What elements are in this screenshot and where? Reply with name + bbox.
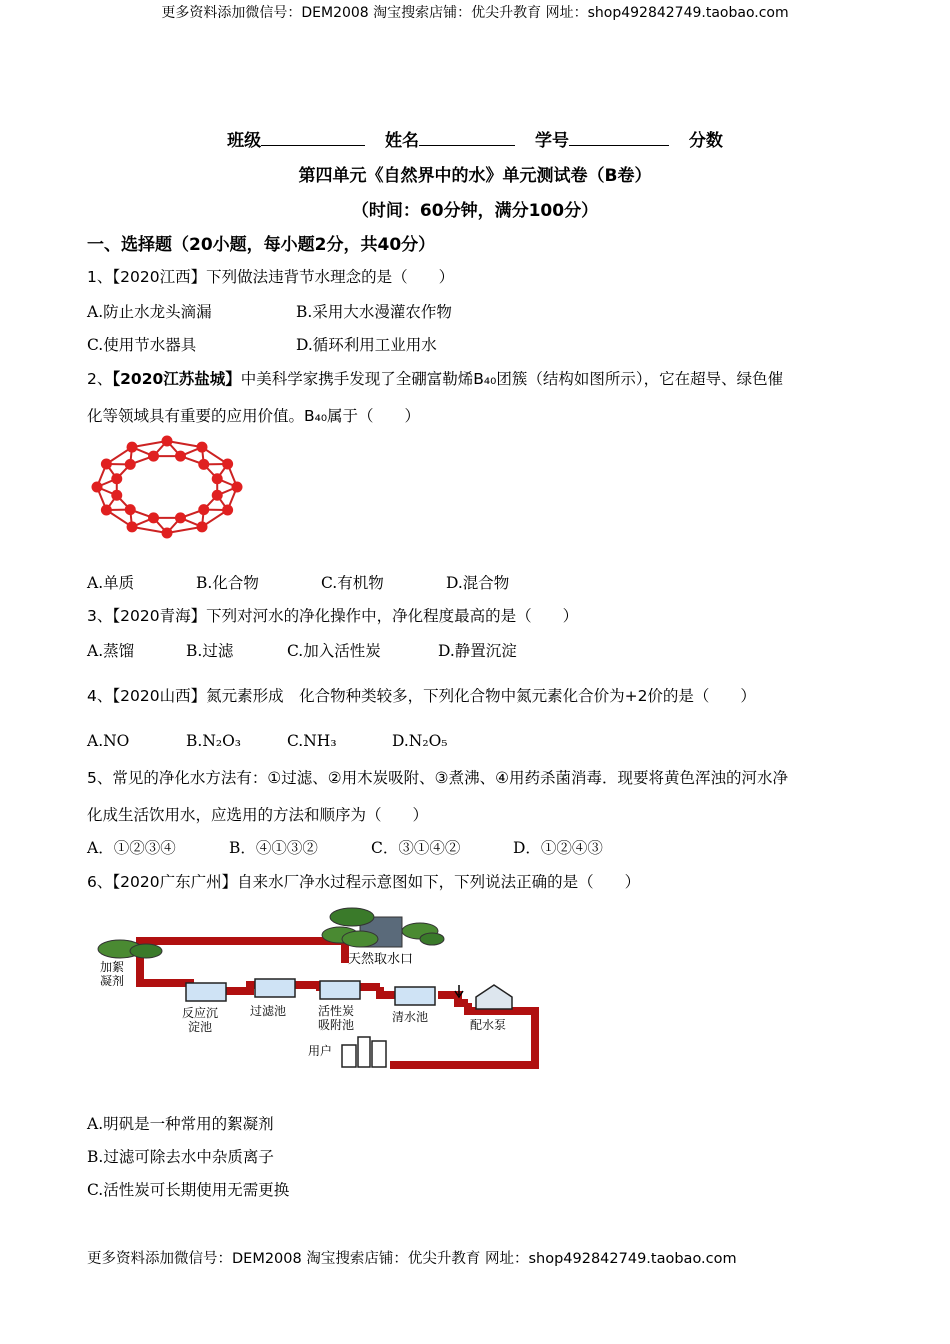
- option-d: D．①②④③: [513, 839, 603, 857]
- clear-tank-icon: [395, 987, 435, 1005]
- name-label: 姓名: [385, 131, 420, 151]
- boron-atom: [92, 482, 103, 493]
- option-b: B.过滤可除去水中杂质离子: [87, 1148, 274, 1166]
- clear-tank-label: 清水池: [392, 1010, 429, 1024]
- question-5-stem-cont: 化成生活饮用水，应选用的方法和顺序为（ ）: [87, 806, 429, 824]
- option-a: A.蒸馏: [87, 642, 135, 660]
- boron-atom: [175, 451, 186, 462]
- id-blank: [569, 129, 669, 146]
- exam-subtitle: （时间：60分钟，满分100分）: [351, 201, 599, 221]
- option-c: C.加入活性炭: [287, 642, 381, 660]
- boron-atom: [125, 459, 136, 470]
- question-text: 氮元素形成 化合物种类较多，下列化合物中氮元素化合价为+2价的是（ ）: [206, 687, 756, 705]
- question-6-stem: [87, 870, 640, 892]
- page-header: 更多资料添加微信号：DEM2008 淘宝搜索店铺：优尖升教育 网址：shop492842749.taobao.com: [161, 5, 789, 21]
- option-b: B.采用大水漫灌农作物: [296, 303, 452, 321]
- question-number: 1、: [87, 268, 113, 286]
- flocculant-label-2: 凝剂: [100, 974, 125, 988]
- question-number: 2、: [87, 370, 113, 388]
- boron-atom: [232, 482, 243, 493]
- boron-atom: [198, 459, 209, 470]
- exam-title: 第四单元《自然界中的水》单元测试卷（B卷）: [298, 166, 652, 186]
- class-label: 班级: [227, 131, 262, 151]
- section-heading: 一、选择题（20小题，每小题2分，共40分）: [87, 235, 436, 255]
- question-5-stem: [87, 766, 788, 788]
- question-text: 自来水厂净水过程示意图如下，下列说法正确的是（ ）: [237, 873, 641, 891]
- filter-tank-label: 过滤池: [250, 1004, 287, 1018]
- question-number: 6、: [87, 873, 113, 891]
- boron-atom: [175, 512, 186, 523]
- b40-cluster-figure: [90, 434, 245, 540]
- tree-icon: [342, 931, 378, 947]
- question-source-tag: 【2020江西】: [112, 268, 207, 286]
- boron-atom: [148, 451, 159, 462]
- filter-tank-icon: [255, 979, 295, 997]
- option-d: D.循环利用工业用水: [296, 336, 437, 354]
- boron-atom: [111, 490, 122, 501]
- carbon-tank-label-2: 吸附池: [318, 1018, 355, 1032]
- pump-house-icon: [476, 985, 512, 1009]
- option-c: C．③①④②: [371, 839, 461, 857]
- tree-icon: [130, 944, 162, 958]
- option-a: A.单质: [87, 574, 135, 592]
- building-icon: [342, 1045, 356, 1067]
- tree-icon: [420, 933, 444, 945]
- building-icon: [372, 1041, 386, 1067]
- boron-atom: [125, 504, 136, 515]
- intake-label: 天然取水口: [348, 952, 414, 967]
- boron-atom: [111, 473, 122, 484]
- question-text: 中美科学家携手发现了全硼富勒烯B₄₀团簇（结构如图所示），它在超导、绿色催: [240, 370, 784, 388]
- reaction-tank-label-2: 淀池: [188, 1020, 213, 1034]
- question-4-stem: [87, 684, 756, 706]
- boron-atom: [127, 521, 138, 532]
- flocculant-label: 加絮: [100, 960, 125, 974]
- boron-atom: [101, 459, 112, 470]
- boron-atom: [222, 505, 233, 516]
- boron-atom: [197, 442, 208, 453]
- option-b: B.过滤: [186, 642, 234, 660]
- question-source-tag: 【2020江苏盐城】: [112, 370, 241, 388]
- pump-label: 配水泵: [470, 1018, 507, 1032]
- option-a: A．①②③④: [87, 839, 176, 857]
- building-icon: [358, 1037, 370, 1067]
- option-a: A.防止水龙头滴漏: [87, 303, 212, 321]
- user-label: 用户: [308, 1044, 333, 1058]
- option-c: C.NH₃: [287, 732, 337, 750]
- option-b: B．④①③②: [229, 839, 318, 857]
- question-number: 5、: [87, 769, 113, 787]
- question-text: 下列做法违背节水理念的是（ ）: [206, 268, 455, 286]
- option-b: B.N₂O₃: [186, 732, 242, 750]
- option-b: B.化合物: [196, 574, 259, 592]
- boron-atom: [127, 442, 138, 453]
- question-number: 4、: [87, 687, 113, 705]
- reaction-tank-label: 反应沉: [182, 1006, 219, 1020]
- question-2-stem: [87, 367, 783, 389]
- question-source-tag: 【2020山西】: [112, 687, 207, 705]
- water-treatment-diagram: [90, 905, 545, 1073]
- option-d: D.静置沉淀: [438, 642, 517, 660]
- page-footer: 更多资料添加微信号：DEM2008 淘宝搜索店铺：优尖升教育 网址：shop492842749.taobao.com: [87, 1251, 737, 1267]
- question-source-tag: 【2020广东广州】: [112, 873, 238, 891]
- question-1-stem: [87, 265, 454, 287]
- class-blank: [261, 129, 365, 146]
- option-c: C.使用节水器具: [87, 336, 197, 354]
- option-d: D.N₂O₅: [392, 732, 448, 750]
- boron-atom: [148, 512, 159, 523]
- carbon-tank-label: 活性炭: [318, 1004, 355, 1018]
- option-a: A.NO: [87, 732, 130, 750]
- option-d: D.混合物: [446, 574, 510, 592]
- id-label: 学号: [534, 131, 569, 151]
- carbon-tank-icon: [320, 981, 360, 999]
- boron-atom: [212, 490, 223, 501]
- boron-atom: [198, 504, 209, 515]
- boron-atom: [212, 473, 223, 484]
- boron-atom: [197, 521, 208, 532]
- question-source-tag: 【2020青海】: [112, 607, 207, 625]
- question-3-stem: [87, 604, 578, 626]
- score-label: 分数: [688, 131, 723, 151]
- boron-atom: [162, 528, 173, 539]
- question-text: 常见的净化水方法有：①过滤、②用木炭吸附、③煮沸、④用药杀菌消毒．现要将黄色浑浊的河水净: [112, 769, 788, 787]
- student-info-line: [0, 126, 950, 151]
- tree-icon: [330, 908, 374, 926]
- name-blank: [419, 129, 515, 146]
- option-c: C.有机物: [321, 574, 384, 592]
- question-number: 3、: [87, 607, 113, 625]
- option-a: A.明矾是一种常用的絮凝剂: [87, 1115, 274, 1133]
- question-2-stem-cont: 化等领域具有重要的应用价值。B₄₀属于（ ）: [87, 407, 421, 425]
- question-text: 下列对河水的净化操作中，净化程度最高的是（ ）: [206, 607, 579, 625]
- boron-atom: [222, 459, 233, 470]
- boron-atom: [101, 505, 112, 516]
- option-c: C.活性炭可长期使用无需更换: [87, 1181, 290, 1199]
- boron-atom: [162, 436, 173, 447]
- reaction-tank-icon: [186, 983, 226, 1001]
